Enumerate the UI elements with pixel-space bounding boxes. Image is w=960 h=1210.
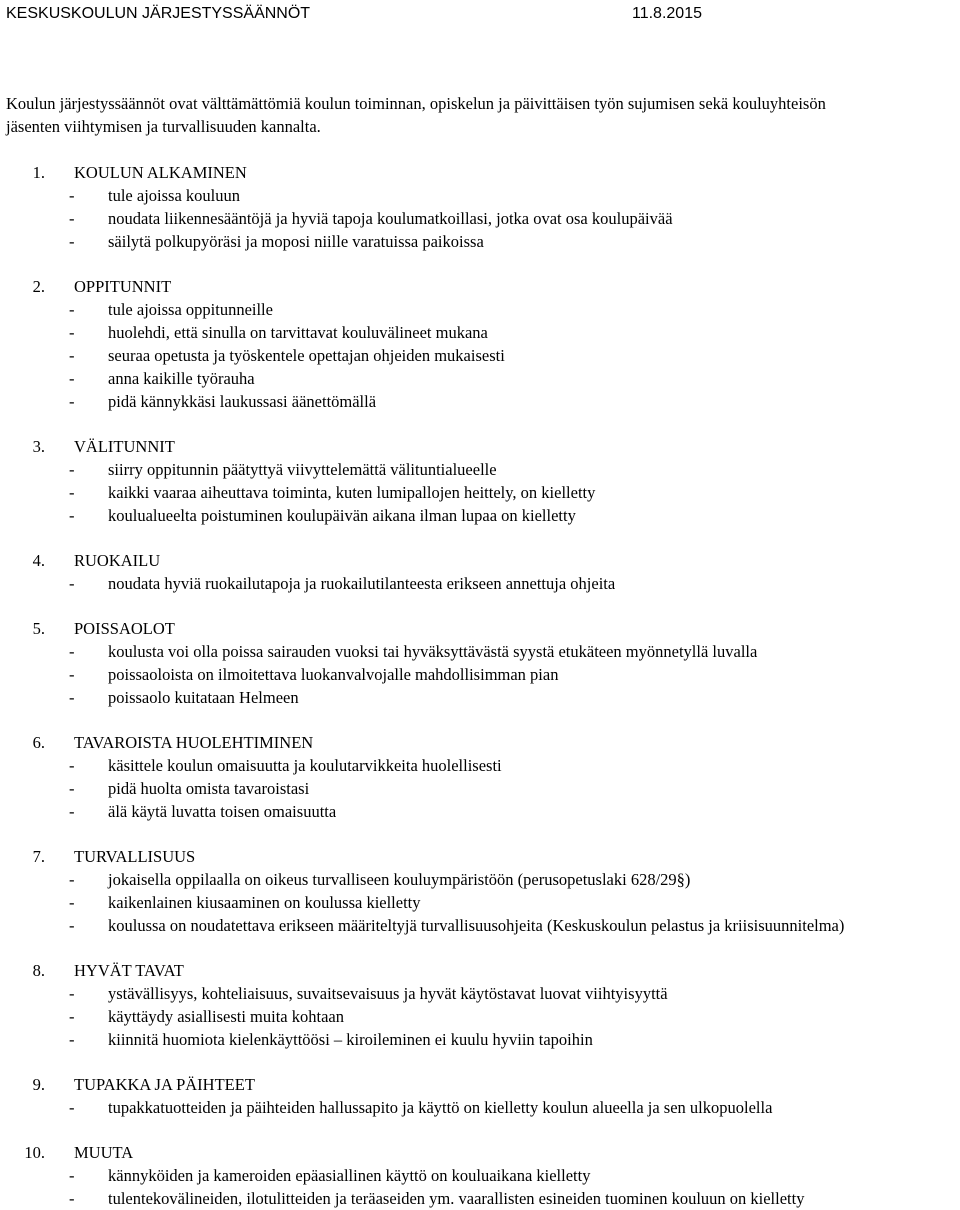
rule-text: tulentekovälineiden, ilotulitteiden ja teräaseiden ym. vaarallisten esineiden tuominen kouluun on kielletty	[108, 1189, 805, 1208]
bullet-dash: -	[69, 460, 75, 479]
bullet-dash: -	[69, 300, 75, 319]
rule-text: kaikki vaaraa aiheuttava toiminta, kuten lumipallojen heittely, on kielletty	[108, 483, 596, 502]
section-title: HYVÄT TAVAT	[74, 961, 184, 980]
rule-item	[0, 868, 960, 891]
section-title: POISSAOLOT	[74, 619, 175, 638]
rule-section	[0, 617, 960, 709]
section-number: 4.	[32, 551, 45, 570]
rule-item	[0, 891, 960, 914]
rule-text: koulusta voi olla poissa sairauden vuoksi tai hyväksyttävästä syystä etukäteen myönnetyllä luvalla	[108, 642, 758, 661]
document-date: 11.8.2015	[632, 5, 702, 22]
bullet-dash: -	[69, 802, 75, 821]
rule-section	[0, 959, 960, 1051]
bullet-dash: -	[69, 916, 75, 935]
section-number: 2.	[32, 277, 45, 296]
rule-text: huolehdi, että sinulla on tarvittavat kouluvälineet mukana	[108, 323, 488, 342]
section-number: 3.	[32, 437, 45, 456]
rule-text: pidä kännykkäsi laukussasi äänettömällä	[108, 392, 377, 411]
section-heading	[0, 617, 960, 640]
intro-line-1: Koulun järjestyssäännöt ovat välttämättömiä koulun toiminnan, opiskelun ja päivittäisen työn sujumisen sekä kouluyhteisön	[6, 94, 826, 113]
document-title: KESKUSKOULUN JÄRJESTYSSÄÄNNÖT	[6, 5, 311, 22]
section-number: 10.	[24, 1143, 45, 1162]
rule-section	[0, 731, 960, 823]
rule-item	[0, 754, 960, 777]
rule-section	[0, 435, 960, 527]
rule-item	[0, 663, 960, 686]
bullet-dash: -	[69, 574, 75, 593]
section-title: RUOKAILU	[74, 551, 161, 570]
rule-item	[0, 800, 960, 823]
rule-text: tupakkatuotteiden ja päihteiden hallussapito ja käyttö on kielletty koulun alueella ja sen ulkopuolella	[108, 1098, 773, 1117]
rule-item	[0, 390, 960, 413]
rule-item	[0, 686, 960, 709]
bullet-dash: -	[69, 1166, 75, 1185]
bullet-dash: -	[69, 1007, 75, 1026]
section-heading	[0, 1141, 960, 1164]
rule-text: koulussa on noudatettava erikseen määriteltyjä turvallisuusohjeita (Keskuskoulun pelastus ja kriisisuunnitelma)	[108, 916, 845, 935]
rule-text: käsittele koulun omaisuutta ja koulutarvikkeita huolellisesti	[108, 756, 502, 775]
bullet-dash: -	[69, 688, 75, 707]
rule-text: kännyköiden ja kameroiden epäasiallinen käyttö on kouluaikana kielletty	[108, 1166, 591, 1185]
rule-text: poissaolo kuitataan Helmeen	[108, 688, 299, 707]
rule-item	[0, 207, 960, 230]
rule-section	[0, 549, 960, 595]
intro-paragraph	[6, 92, 956, 138]
rule-item	[0, 1005, 960, 1028]
bullet-dash: -	[69, 1189, 75, 1208]
rule-text: jokaisella oppilaalla on oikeus turvalliseen kouluympäristöön (perusopetuslaki 628/29§)	[108, 870, 691, 889]
section-title: TURVALLISUUS	[74, 847, 196, 866]
rule-item	[0, 298, 960, 321]
bullet-dash: -	[69, 1098, 75, 1117]
section-heading	[0, 731, 960, 754]
bullet-dash: -	[69, 232, 75, 251]
section-title: KOULUN ALKAMINEN	[74, 163, 247, 182]
section-number: 1.	[32, 163, 45, 182]
section-number: 8.	[32, 961, 45, 980]
bullet-dash: -	[69, 506, 75, 525]
rule-item	[0, 184, 960, 207]
section-number: 9.	[32, 1075, 45, 1094]
section-title: VÄLITUNNIT	[74, 437, 175, 456]
rule-section	[0, 275, 960, 413]
section-title: TUPAKKA JA PÄIHTEET	[74, 1075, 255, 1094]
rule-item	[0, 367, 960, 390]
bullet-dash: -	[69, 346, 75, 365]
rule-text: seuraa opetusta ja työskentele opettajan ohjeiden mukaisesti	[108, 346, 505, 365]
rule-text: koulualueelta poistuminen koulupäivän aikana ilman lupaa on kielletty	[108, 506, 576, 525]
rule-text: tule ajoissa kouluun	[108, 186, 240, 205]
rule-text: pidä huolta omista tavaroistasi	[108, 779, 310, 798]
section-title: TAVAROISTA HUOLEHTIMINEN	[74, 733, 314, 752]
bullet-dash: -	[69, 984, 75, 1003]
rule-item	[0, 1028, 960, 1051]
rule-item	[0, 321, 960, 344]
rule-item	[0, 230, 960, 253]
intro-line-2: jäsenten viihtymisen ja turvallisuuden kannalta.	[6, 117, 321, 136]
rule-text: älä käytä luvatta toisen omaisuutta	[108, 802, 337, 821]
bullet-dash: -	[69, 369, 75, 388]
rule-item	[0, 458, 960, 481]
rule-item	[0, 572, 960, 595]
bullet-dash: -	[69, 483, 75, 502]
rule-text: säilytä polkupyöräsi ja moposi niille varatuissa paikoissa	[108, 232, 484, 251]
rule-text: noudata liikennesääntöjä ja hyviä tapoja koulumatkoillasi, jotka ovat osa koulupäivää	[108, 209, 673, 228]
rule-item	[0, 777, 960, 800]
bullet-dash: -	[69, 756, 75, 775]
bullet-dash: -	[69, 665, 75, 684]
bullet-dash: -	[69, 392, 75, 411]
bullet-dash: -	[69, 209, 75, 228]
rule-item	[0, 914, 960, 937]
rule-section	[0, 845, 960, 937]
rule-item	[0, 1164, 960, 1187]
bullet-dash: -	[69, 893, 75, 912]
rule-section	[0, 1141, 960, 1210]
section-heading	[0, 845, 960, 868]
section-title: MUUTA	[74, 1143, 134, 1162]
section-number: 6.	[32, 733, 45, 752]
rule-text: kiinnitä huomiota kielenkäyttöösi – kiroileminen ei kuulu hyviin tapoihin	[108, 1030, 593, 1049]
section-number: 5.	[32, 619, 45, 638]
rule-text: siirry oppitunnin päätyttyä viivyttelemättä välituntialueelle	[108, 460, 497, 479]
document-header	[6, 4, 702, 24]
bullet-dash: -	[69, 779, 75, 798]
rule-text: poissaoloista on ilmoitettava luokanvalvojalle mahdollisimman pian	[108, 665, 559, 684]
rule-item	[0, 1096, 960, 1119]
rule-text: noudata hyviä ruokailutapoja ja ruokailutilanteesta erikseen annettuja ohjeita	[108, 574, 616, 593]
rule-item	[0, 344, 960, 367]
bullet-dash: -	[69, 642, 75, 661]
rule-text: anna kaikille työrauha	[108, 369, 255, 388]
rule-item	[0, 640, 960, 663]
rule-section	[0, 161, 960, 253]
bullet-dash: -	[69, 186, 75, 205]
bullet-dash: -	[69, 870, 75, 889]
rule-item	[0, 481, 960, 504]
rule-item	[0, 504, 960, 527]
section-heading	[0, 1073, 960, 1096]
section-number: 7.	[32, 847, 45, 866]
section-heading	[0, 959, 960, 982]
rule-section	[0, 1073, 960, 1119]
section-title: OPPITUNNIT	[74, 277, 172, 296]
rule-text: tule ajoissa oppitunneille	[108, 300, 273, 319]
rule-item	[0, 982, 960, 1005]
rule-text: ystävällisyys, kohteliaisuus, suvaitsevaisuus ja hyvät käytöstavat luovat viihtyisyyttä	[108, 984, 668, 1003]
section-heading	[0, 435, 960, 458]
rule-text: kaikenlainen kiusaaminen on koulussa kielletty	[108, 893, 421, 912]
section-heading	[0, 549, 960, 572]
section-heading	[0, 161, 960, 184]
section-heading	[0, 275, 960, 298]
bullet-dash: -	[69, 1030, 75, 1049]
bullet-dash: -	[69, 323, 75, 342]
rule-text: käyttäydy asiallisesti muita kohtaan	[108, 1007, 344, 1026]
